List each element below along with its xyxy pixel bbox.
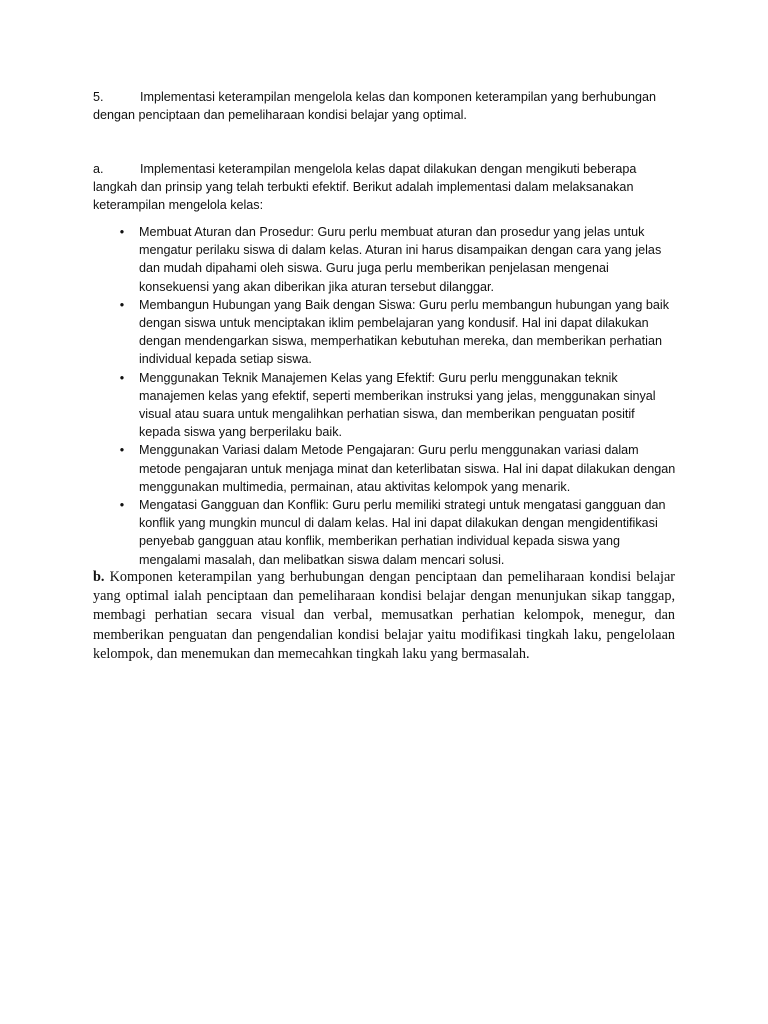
section-b-paragraph — [93, 568, 675, 664]
section-a-paragraph — [93, 160, 676, 215]
section-b-label: b. — [93, 569, 105, 585]
bullet-text: Mengatasi Gangguan dan Konflik: Guru perlu memiliki strategi untuk mengatasi gangguan dan konflik yang mungkin muncul di dalam kelas. Hal ini dapat dilakukan dengan mengidentifikasi penyebab gangguan atau konflik, memberikan perhatian individual kepada siswa yang mengalami masalah, dan melibatkan siswa dalam mencari solusi. — [139, 498, 666, 567]
section-a-text: Implementasi keterampilan mengelola kelas dapat dilakukan dengan mengikuti beberapa langkah dan prinsip yang telah terbukti efektif. Berikut adalah implementasi dalam melaksanakan keterampilan mengelola kelas: — [93, 162, 637, 213]
bullet-icon: • — [119, 443, 125, 458]
bullet-text: Membangun Hubungan yang Baik dengan Siswa: Guru perlu membangun hubungan yang baik dengan siswa untuk menciptakan iklim pembelajaran yang kondusif. Hal ini dapat dilakukan dengan mendengarkan siswa, memperhatikan kebutuhan mereka, dan memberikan perhatian individual kepada setiap siswa. — [139, 297, 670, 367]
bullet-item-gangguan — [117, 496, 679, 569]
section-5-number: 5. — [93, 90, 104, 104]
bullet-item-aturan — [117, 223, 679, 296]
section-b-text: Komponen keterampilan yang berhubungan dengan penciptaan dan pemeliharaan kondisi belajar yang optimal ialah penciptaan dan pemeliharaan kondisi belajar dengan menunjukan sikap tanggap, membagi perhatian secara visual dan verbal, memusatkan perhatian kelompok, menegur, dan memberikan penguatan dan pengendalian kondisi belajar yaitu modifikasi tingkah laku, pengelolaan kelompok, dan menemukan dan memecahkan tingkah laku yang bermasalah. — [93, 569, 676, 662]
bullet-item-hubungan — [117, 296, 679, 369]
bullet-item-variasi — [117, 441, 679, 496]
bullet-icon: • — [119, 370, 125, 385]
bullet-text: Membuat Aturan dan Prosedur: Guru perlu membuat aturan dan prosedur yang jelas untuk mengatur perilaku siswa di dalam kelas. Aturan ini harus disampaikan dengan cara yang jelas dan mudah dipahami oleh siswa. Guru juga perlu memberikan penjelasan mengenai konsekuensi yang akan diberikan jika aturan tersebut dilanggar. — [139, 225, 662, 294]
bullet-list — [117, 223, 679, 569]
bullet-text: Menggunakan Teknik Manajemen Kelas yang Efektif: Guru perlu menggunakan teknik manajemen kelas yang efektif, seperti memberikan instruksi yang jelas, menggunakan sinyal visual atau suara untuk mengalihkan perhatian siswa, dan memberikan penguatan positif kepada siswa yang berperilaku baik. — [139, 370, 656, 440]
bullet-icon: • — [119, 225, 125, 239]
bullet-item-teknik — [117, 369, 679, 442]
bullet-icon: • — [119, 297, 125, 312]
bullet-text: Menggunakan Variasi dalam Metode Pengajaran: Guru perlu menggunakan variasi dalam metode pengajaran untuk menjaga minat dan keterlibatan siswa. Hal ini dapat dilakukan dengan menggunakan multimedia, permainan, atau aktivitas kelompok yang menarik. — [139, 443, 676, 494]
section-5-text: Implementasi keterampilan mengelola kelas dan komponen keterampilan yang berhubungan dengan penciptaan dan pemeliharaan kondisi belajar yang optimal. — [93, 90, 656, 123]
bullet-icon: • — [119, 498, 125, 513]
section-5-paragraph — [93, 88, 676, 124]
section-a-label: a. — [93, 162, 104, 176]
